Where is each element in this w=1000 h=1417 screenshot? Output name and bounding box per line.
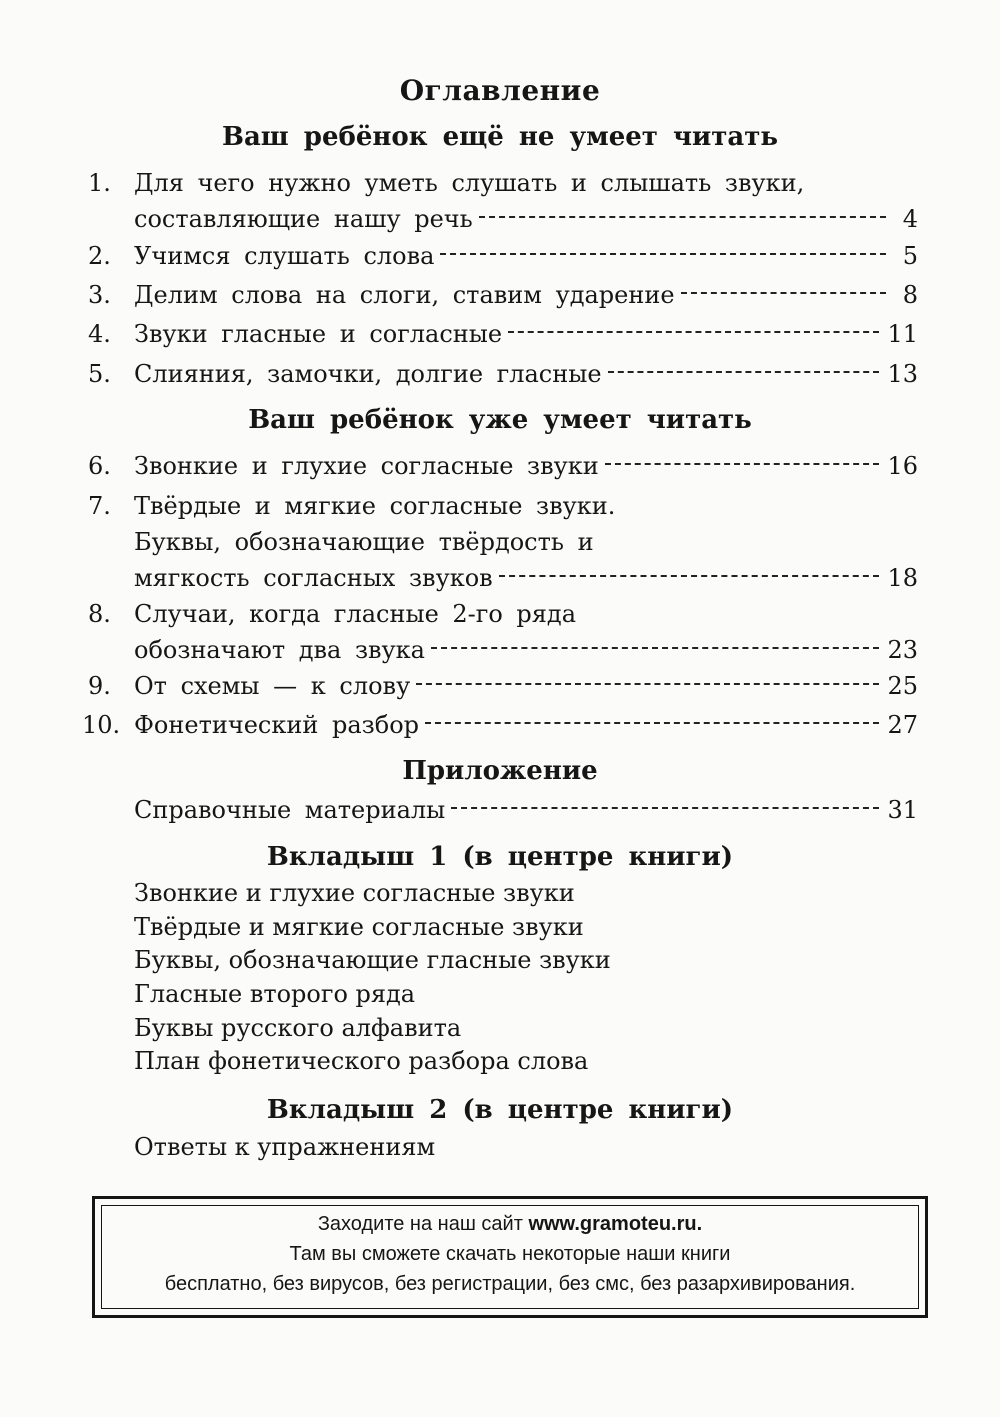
entry-title: Справочные материалы bbox=[134, 796, 446, 824]
ad-line-3: бесплатно, без вирусов, без регистрации, без смс, без разархивирования. bbox=[164, 1273, 856, 1295]
page-number: 27 bbox=[887, 711, 918, 739]
section-heading-reading: Ваш ребёнок уже умеет читать bbox=[248, 405, 752, 435]
website-link[interactable]: www.gramoteu.ru. bbox=[528, 1213, 703, 1235]
toc-entry[interactable] bbox=[88, 163, 918, 243]
entry-number: 10. bbox=[82, 711, 121, 739]
dot-leader bbox=[608, 371, 880, 373]
page-number: 16 bbox=[887, 452, 918, 480]
insert-item: Звонкие и глухие согласные звуки bbox=[134, 879, 575, 907]
entry-title: Звонкие и глухие согласные звуки bbox=[134, 452, 599, 480]
toc-entry[interactable] bbox=[82, 705, 918, 745]
page-number: 11 bbox=[887, 320, 918, 348]
entry-number: 3. bbox=[88, 281, 111, 309]
entry-number: 6. bbox=[88, 452, 111, 480]
website-ad-box bbox=[92, 1196, 928, 1318]
ad-line-1 bbox=[95, 1213, 925, 1236]
insert-item: Буквы, обозначающие гласные звуки bbox=[134, 946, 611, 974]
entry-title: Слияния, замочки, долгие гласные bbox=[134, 360, 602, 388]
section-heading-appendix: Приложение bbox=[402, 756, 598, 786]
entry-title-line: Твёрдые и мягкие согласные звуки. bbox=[134, 492, 616, 520]
section-heading-not-reading: Ваш ребёнок ещё не умеет читать bbox=[221, 122, 779, 152]
entry-number: 2. bbox=[88, 242, 111, 270]
page-number: 18 bbox=[887, 564, 918, 592]
toc-entry[interactable] bbox=[88, 446, 918, 486]
ad-prefix: Заходите на наш сайт bbox=[317, 1213, 529, 1235]
entry-title: От схемы — к слову bbox=[134, 672, 411, 700]
page-title: Оглавление bbox=[399, 74, 601, 107]
dot-leader bbox=[479, 216, 886, 218]
page-number: 5 bbox=[902, 242, 918, 270]
page-number: 23 bbox=[887, 636, 918, 664]
page-number: 8 bbox=[902, 281, 918, 309]
dot-leader bbox=[451, 807, 879, 809]
entry-title: Звуки гласные и согласные bbox=[134, 320, 503, 348]
toc-entry[interactable] bbox=[88, 275, 918, 315]
dot-leader bbox=[425, 722, 879, 724]
toc-entry[interactable] bbox=[88, 236, 918, 276]
section-heading-insert-2: Вкладыш 2 (в центре книги) bbox=[266, 1095, 734, 1125]
entry-title-line: Буквы, обозначающие твёрдость и bbox=[134, 528, 594, 556]
toc-entry[interactable] bbox=[88, 594, 918, 674]
entry-title: Фонетический разбор bbox=[134, 711, 419, 739]
entry-title: Учимся слушать слова bbox=[134, 242, 435, 270]
entry-title: Делим слова на слоги, ставим ударение bbox=[134, 281, 675, 309]
page-number: 31 bbox=[887, 796, 918, 824]
entry-title: обозначают два звука bbox=[134, 636, 425, 664]
entry-number: 9. bbox=[88, 672, 111, 700]
toc-entry[interactable] bbox=[88, 354, 918, 394]
insert-item: Ответы к упражнениям bbox=[134, 1133, 436, 1161]
toc-entry[interactable] bbox=[88, 666, 918, 706]
dot-leader bbox=[605, 463, 880, 465]
entry-title: мягкость согласных звуков bbox=[134, 564, 493, 592]
insert-item: План фонетического разбора слова bbox=[134, 1047, 589, 1075]
entry-title-line: Случаи, когда гласные 2-го ряда bbox=[134, 600, 577, 628]
page-number: 4 bbox=[902, 205, 918, 233]
insert-item: Буквы русского алфавита bbox=[134, 1014, 462, 1042]
insert-item: Гласные второго ряда bbox=[134, 980, 416, 1008]
entry-number: 8. bbox=[88, 600, 111, 628]
entry-number: 7. bbox=[88, 492, 111, 520]
dot-leader bbox=[416, 683, 879, 685]
toc-entry[interactable] bbox=[88, 314, 918, 354]
dot-leader bbox=[440, 253, 886, 255]
page-number: 13 bbox=[887, 360, 918, 388]
ad-line-2: Там вы сможете скачать некоторые наши книги bbox=[289, 1243, 731, 1265]
entry-number: 1. bbox=[88, 169, 111, 197]
entry-title-line: Для чего нужно уметь слушать и слышать звуки, bbox=[134, 169, 805, 197]
entry-title: составляющие нашу речь bbox=[134, 205, 473, 233]
page-number: 25 bbox=[887, 672, 918, 700]
section-heading-insert-1: Вкладыш 1 (в центре книги) bbox=[266, 842, 734, 872]
dot-leader bbox=[431, 647, 879, 649]
entry-number: 5. bbox=[88, 360, 111, 388]
toc-entry[interactable] bbox=[88, 790, 918, 830]
entry-number: 4. bbox=[88, 320, 111, 348]
dot-leader bbox=[499, 575, 880, 577]
toc-entry[interactable] bbox=[88, 486, 918, 606]
dot-leader bbox=[508, 331, 879, 333]
dot-leader bbox=[681, 292, 886, 294]
insert-item: Твёрдые и мягкие согласные звуки bbox=[134, 913, 584, 941]
